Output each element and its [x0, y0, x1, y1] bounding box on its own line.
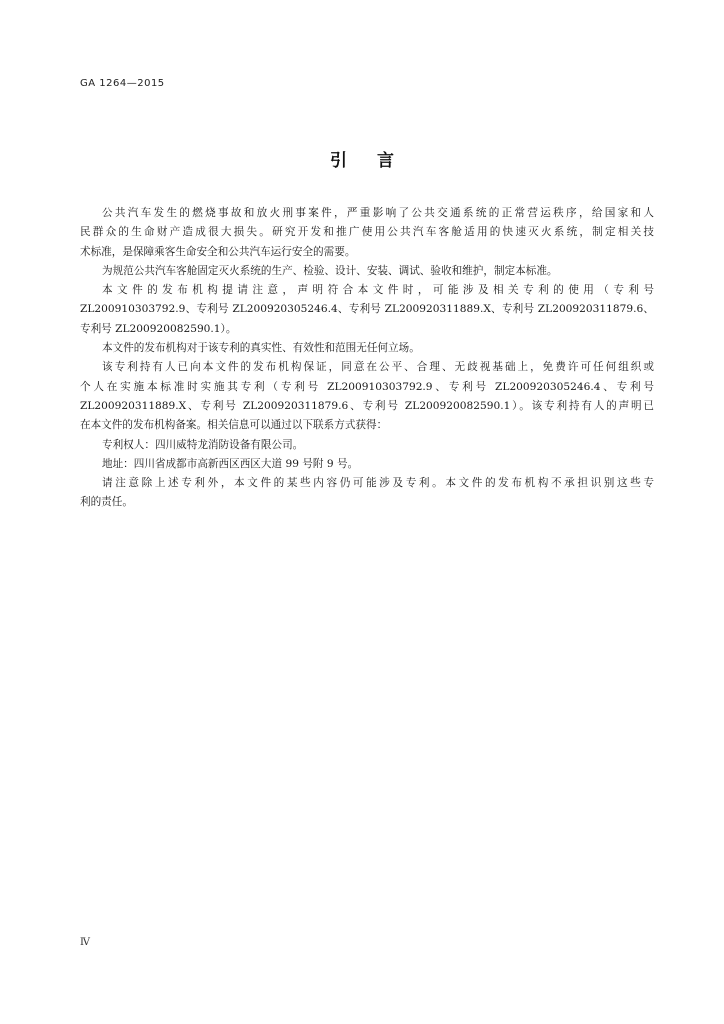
text-line: 公共汽车发生的燃烧事故和放火刑事案件，严重影响了公共交通系统的正常营运秩序，给国家和人 — [102, 207, 654, 219]
text-line: 民群众的生命财产造成很大损失。研究开发和推广使用公共汽车客舱适用的快速灭火系统，制定相关技 — [80, 226, 654, 239]
text-line: 术标准，是保障乘客生命安全和公共汽车运行安全的需要。 — [80, 245, 356, 258]
text-line: 个人在实施本标准时实施其专利（专利号 ZL200910303792.9、专利号 ZL200920305246.4、专利号 — [80, 380, 654, 393]
text-line: 本文件的发布机构对于该专利的真实性、有效性和范围无任何立场。 — [102, 342, 420, 355]
body-text — [80, 204, 654, 513]
paragraph-disclaimer — [80, 474, 654, 513]
text-line: 该专利持有人已向本文件的发布机构保证，同意在公平、合理、无歧视基础上，免费许可任何组织或 — [102, 361, 654, 374]
text-line: 专利权人：四川威特龙消防设备有限公司。 — [102, 438, 304, 451]
text-line: 为规范公共汽车客舱固定灭火系统的生产、检验、设计、安装、调试、验收和维护，制定本标准。 — [102, 264, 558, 277]
paragraph-patent-position — [80, 339, 654, 358]
paragraph-patent-license — [80, 358, 654, 435]
paragraph-patent-notice — [80, 281, 654, 339]
paragraph-purpose — [80, 262, 654, 281]
text-line: 本文件的发布机构提请注意，声明符合本文件时，可能涉及相关专利的使用（专利号 — [102, 284, 654, 297]
standard-number: GA 1264—2015 — [80, 78, 165, 89]
text-line: 请注意除上述专利外，本文件的某些内容仍可能涉及专利。本文件的发布机构不承担识别这些专 — [102, 477, 654, 490]
paragraph-address — [80, 455, 654, 474]
paragraph-intro — [80, 204, 654, 262]
text-line: ZL200920311889.X、专利号 ZL200920311879.6、专利号 ZL200920082590.1）。该专利持有人的声明已 — [80, 399, 654, 412]
paragraph-patent-holder — [80, 436, 654, 455]
text-line: 地址：四川省成都市高新西区西区大道 99 号附 9 号。 — [102, 457, 359, 470]
text-line: 在本文件的发布机构备案。相关信息可以通过以下联系方式获得： — [80, 419, 388, 432]
text-line: ZL200910303792.9、专利号 ZL200920305246.4、专利号 ZL200920311889.X、专利号 ZL200920311879.6、 — [80, 303, 654, 316]
text-line: 专利号 ZL200920082590.1）。 — [80, 322, 237, 335]
text-line: 利的责任。 — [80, 496, 133, 509]
page-number: Ⅳ — [80, 937, 90, 948]
page-title: 引言 — [330, 151, 424, 171]
